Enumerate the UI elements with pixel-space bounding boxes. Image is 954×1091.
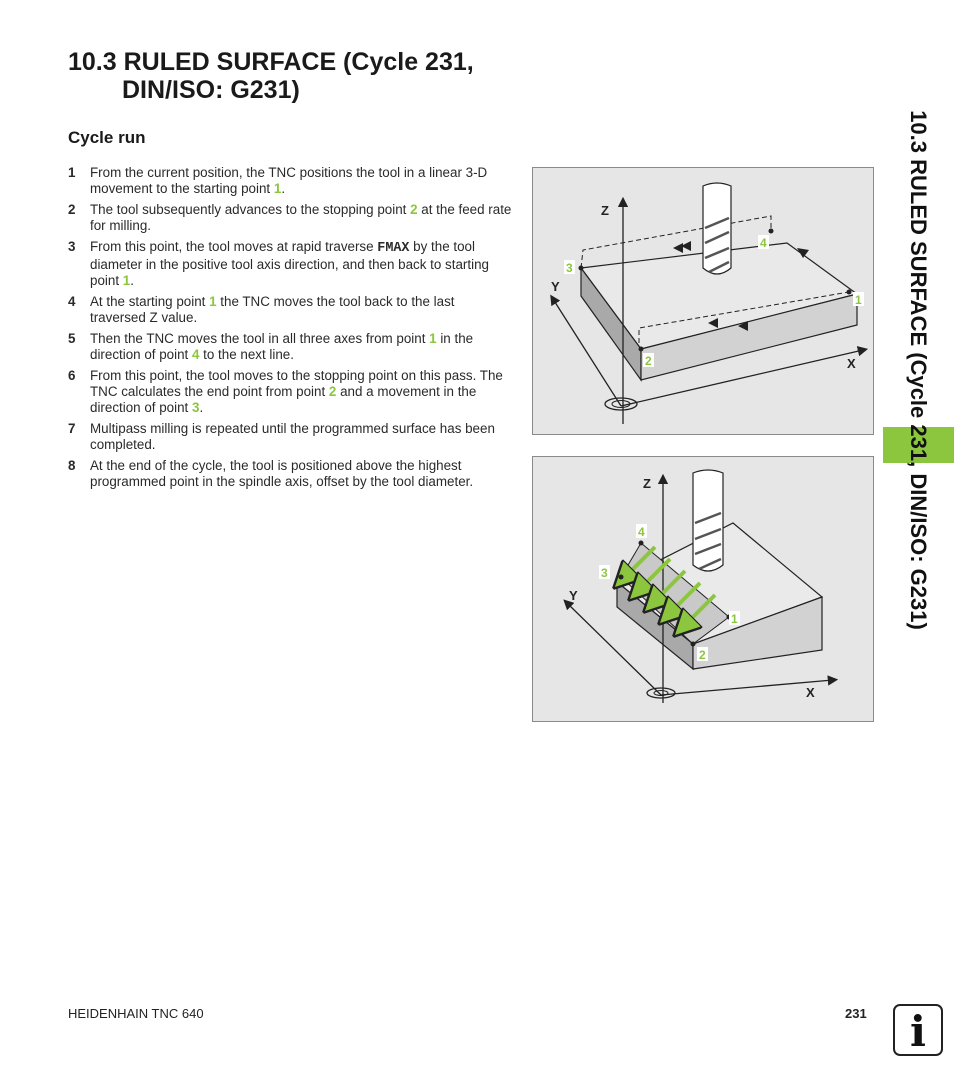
step-text: . <box>130 273 134 288</box>
point-marker-3 <box>579 266 584 271</box>
point-marker-1 <box>847 290 852 295</box>
point-ref: 1 <box>209 294 217 309</box>
step-text: Multipass milling is repeated until the programmed surface has been completed. <box>90 421 495 452</box>
point-marker-2 <box>691 642 696 647</box>
step-text: . <box>199 400 204 415</box>
point-ref: 3 <box>191 400 200 415</box>
section-heading-cycle-run: Cycle run <box>68 128 146 147</box>
step-text: Then the TNC moves the tool in all three axes from point <box>90 331 430 346</box>
step-item <box>68 294 514 326</box>
step-item <box>68 421 514 453</box>
point-ref: 1 <box>122 273 131 288</box>
figure-ruled-surface-passes <box>532 456 874 722</box>
point-label-4: 4 <box>760 236 767 250</box>
step-number: 3 <box>68 239 76 254</box>
side-running-title: 10.3 RULED SURFACE (Cycle 231, DIN/ISO: G231) <box>906 110 931 630</box>
toolpath-diagram-svg <box>533 168 873 434</box>
ruled-surface-svg <box>533 457 873 721</box>
step-item <box>68 331 514 363</box>
step-text: and a movement in the direction of point <box>90 384 477 415</box>
point-marker-4 <box>639 541 644 546</box>
point-label-1: 1 <box>855 293 862 307</box>
y-axis-label: Y <box>551 279 560 294</box>
step-number: 7 <box>68 421 76 436</box>
point-marker-3 <box>619 575 624 580</box>
origin-symbol <box>647 688 675 698</box>
point-label-2: 2 <box>699 648 706 662</box>
direction-arrow <box>673 243 683 253</box>
step-text: At the end of the cycle, the tool is positioned above the highest programmed point in the spindle axis, offset by the tool diameter. <box>90 458 474 489</box>
info-icon-letter: i <box>910 1007 926 1054</box>
cycle-run-steps <box>68 165 514 495</box>
step-text: From this point, the tool moves to the stopping point on this pass. The TNC calculates the end point from point <box>90 368 503 399</box>
point-label-3: 3 <box>566 261 573 275</box>
point-ref: 1 <box>429 331 437 346</box>
step-item <box>68 202 514 234</box>
step-text: by the tool diameter in the positive tool axis direction, and then back to starting point <box>90 239 489 288</box>
page-title-line-1: 10.3 RULED SURFACE (Cycle 231, <box>68 48 474 76</box>
x-axis-label: X <box>847 356 856 371</box>
step-text: at the feed rate for milling. <box>90 202 512 233</box>
code-fmax: FMAX <box>377 241 410 256</box>
milling-tool <box>703 183 731 274</box>
footer-product-name: HEIDENHAIN TNC 640 <box>68 1006 204 1021</box>
step-number: 4 <box>68 294 76 309</box>
step-number: 5 <box>68 331 76 346</box>
step-number: 6 <box>68 368 76 383</box>
y-axis-label: Y <box>569 588 578 603</box>
page-number: 231 <box>845 1006 867 1021</box>
info-icon <box>893 1004 943 1056</box>
step-text: in the direction of point <box>90 331 474 362</box>
x-axis-label: X <box>806 685 815 700</box>
point-ref: 4 <box>191 347 200 362</box>
page-title <box>68 48 474 104</box>
step-item <box>68 165 514 197</box>
point-label-1: 1 <box>731 612 738 626</box>
step-item <box>68 239 514 289</box>
milling-tool <box>693 470 723 571</box>
step-text: the TNC moves the tool back to the last traversed Z value. <box>90 294 455 325</box>
step-text: From the current position, the TNC positions the tool in a linear 3-D movement to the starting point <box>90 165 488 196</box>
info-icon-glyph <box>895 1006 941 1054</box>
step-text: The tool subsequently advances to the stopping point <box>90 202 411 217</box>
point-marker-4 <box>769 229 774 234</box>
z-axis-label: Z <box>643 476 651 491</box>
step-item <box>68 458 514 490</box>
z-axis-label: Z <box>601 203 609 218</box>
point-label-4: 4 <box>638 525 645 539</box>
page-title-line-2: DIN/ISO: G231) <box>122 76 300 104</box>
point-ref: 2 <box>328 384 337 399</box>
step-number: 1 <box>68 165 76 180</box>
step-text: At the starting point <box>90 294 210 309</box>
figure-toolpath-diagram <box>532 167 874 435</box>
point-label-3: 3 <box>601 566 608 580</box>
point-ref: 1 <box>273 181 282 196</box>
step-number: 2 <box>68 202 76 217</box>
step-text: to the next line. <box>199 347 294 362</box>
step-text: From this point, the tool moves at rapid traverse <box>90 239 378 254</box>
point-label-2: 2 <box>645 354 652 368</box>
step-number: 8 <box>68 458 76 473</box>
step-text: . <box>281 181 286 196</box>
point-marker-2 <box>639 347 644 352</box>
point-ref: 2 <box>410 202 418 217</box>
step-item <box>68 368 514 416</box>
